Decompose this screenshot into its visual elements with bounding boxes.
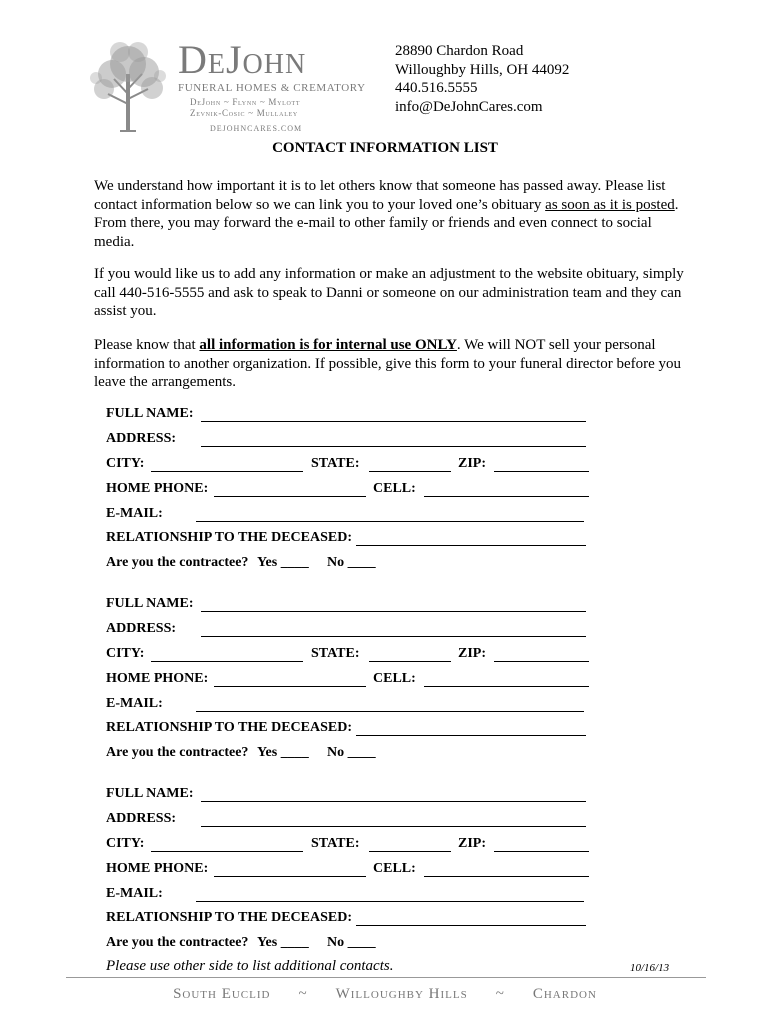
full-name-field[interactable]	[201, 596, 586, 612]
cell-label: CELL:	[373, 861, 416, 876]
zip-field[interactable]	[494, 836, 589, 852]
full-name-label: FULL NAME:	[106, 406, 194, 421]
cell-field[interactable]	[424, 671, 589, 687]
full-name-label: FULL NAME:	[106, 596, 194, 611]
relationship-label: RELATIONSHIP TO THE DECEASED:	[106, 910, 352, 925]
brand-subtitle: FUNERAL HOMES & CREMATORY	[178, 82, 366, 94]
form-date: 10/16/13	[630, 962, 670, 974]
contractee-yes[interactable]: Yes ____	[257, 745, 309, 760]
footer-divider	[66, 977, 706, 978]
address-field[interactable]	[201, 431, 586, 447]
para3-underlined: all information is for internal use ONLY	[199, 337, 457, 353]
relationship-field[interactable]	[356, 720, 586, 736]
email-label: E-MAIL:	[106, 696, 163, 711]
contractee-yes[interactable]: Yes ____	[257, 935, 309, 950]
full-name-field[interactable]	[201, 786, 586, 802]
address-label: ADDRESS:	[106, 621, 177, 636]
contractee-yes[interactable]: Yes ____	[257, 555, 309, 570]
relationship-label: RELATIONSHIP TO THE DECEASED:	[106, 720, 352, 735]
city-label: CITY:	[106, 456, 145, 471]
contractee-no[interactable]: No ____	[327, 745, 376, 760]
location-south-euclid: South Euclid	[173, 986, 271, 1002]
cell-label: CELL:	[373, 481, 416, 496]
state-label: STATE:	[311, 456, 360, 471]
home-phone-label: HOME PHONE:	[106, 481, 209, 496]
brand-name: DeJohn	[178, 37, 307, 82]
privacy-paragraph	[94, 336, 694, 392]
adjustment-paragraph: If you would like us to add any information or make an adjustment to the website obituary, simply call 440-516-5555 and ask to speak to Danni or someone on our administration team and they can assist you.	[94, 266, 684, 319]
city-field[interactable]	[151, 646, 303, 662]
city-field[interactable]	[151, 456, 303, 472]
footer-locations	[0, 986, 770, 1003]
zip-label: ZIP:	[458, 836, 486, 851]
para1-underlined: as soon as it is posted	[545, 196, 675, 213]
intro-paragraph	[94, 177, 694, 251]
contractee-no[interactable]: No ____	[327, 555, 376, 570]
location-willoughby-hills: Willoughby Hills	[335, 986, 468, 1002]
contact-address	[395, 42, 569, 116]
email-field[interactable]	[196, 696, 584, 712]
home-phone-label: HOME PHONE:	[106, 671, 209, 686]
state-field[interactable]	[369, 646, 451, 662]
relationship-field[interactable]	[356, 530, 586, 546]
email-label: E-MAIL:	[106, 886, 163, 901]
address-email: info@DeJohnCares.com	[395, 98, 543, 115]
email-field[interactable]	[196, 506, 584, 522]
page-title: CONTACT INFORMATION LIST	[272, 140, 498, 156]
cell-label: CELL:	[373, 671, 416, 686]
address-city: Willoughby Hills, OH 44092	[395, 61, 570, 78]
state-field[interactable]	[369, 456, 451, 472]
para1-text-a: We understand how important it is to let others know that someone has passed away. Please list contact information below so we can link you to your loved one’s obituary	[94, 178, 666, 213]
brand-names-line1: DeJohn ~ Flynn ~ Mylott	[190, 97, 301, 107]
home-phone-field[interactable]	[214, 861, 366, 877]
city-label: CITY:	[106, 836, 145, 851]
tree-icon	[90, 42, 166, 132]
contractee-label: Are you the contractee?	[106, 555, 249, 570]
para1-text-c: . From there, you may forward the e-mail to other family or friends and even connect to social media.	[94, 196, 679, 250]
address-label: ADDRESS:	[106, 431, 177, 446]
para3-text-a: Please know that	[94, 337, 200, 353]
email-label: E-MAIL:	[106, 506, 163, 521]
para3-text-c: . We will NOT sell your personal information to another organization. If possible, give this form to your funeral director before you leave the arrangements.	[94, 337, 682, 390]
email-field[interactable]	[196, 886, 584, 902]
brand-url: DEJOHNCARES.COM	[210, 124, 303, 133]
contractee-label: Are you the contractee?	[106, 935, 249, 950]
location-separator: ~	[298, 986, 308, 1002]
relationship-field[interactable]	[356, 910, 586, 926]
address-label: ADDRESS:	[106, 811, 177, 826]
cell-field[interactable]	[424, 861, 589, 877]
state-label: STATE:	[311, 836, 360, 851]
city-label: CITY:	[106, 646, 145, 661]
zip-field[interactable]	[494, 456, 589, 472]
contractee-no[interactable]: No ____	[327, 935, 376, 950]
address-field[interactable]	[201, 811, 586, 827]
address-phone: 440.516.5555	[395, 80, 478, 96]
zip-label: ZIP:	[458, 646, 486, 661]
zip-label: ZIP:	[458, 456, 486, 471]
state-field[interactable]	[369, 836, 451, 852]
location-separator: ~	[495, 986, 505, 1002]
zip-field[interactable]	[494, 646, 589, 662]
full-name-field[interactable]	[201, 406, 586, 422]
full-name-label: FULL NAME:	[106, 786, 194, 801]
home-phone-field[interactable]	[214, 671, 366, 687]
home-phone-field[interactable]	[214, 481, 366, 497]
relationship-label: RELATIONSHIP TO THE DECEASED:	[106, 530, 352, 545]
cell-field[interactable]	[424, 481, 589, 497]
brand-names-line2: Zevnik-Cosic ~ Mullaley	[190, 108, 298, 118]
location-chardon: Chardon	[532, 986, 597, 1002]
address-street: 28890 Chardon Road	[395, 43, 524, 59]
home-phone-label: HOME PHONE:	[106, 861, 209, 876]
footer-note: Please use other side to list additional contacts.	[106, 958, 394, 974]
city-field[interactable]	[151, 836, 303, 852]
contractee-label: Are you the contractee?	[106, 745, 249, 760]
state-label: STATE:	[311, 646, 360, 661]
address-field[interactable]	[201, 621, 586, 637]
